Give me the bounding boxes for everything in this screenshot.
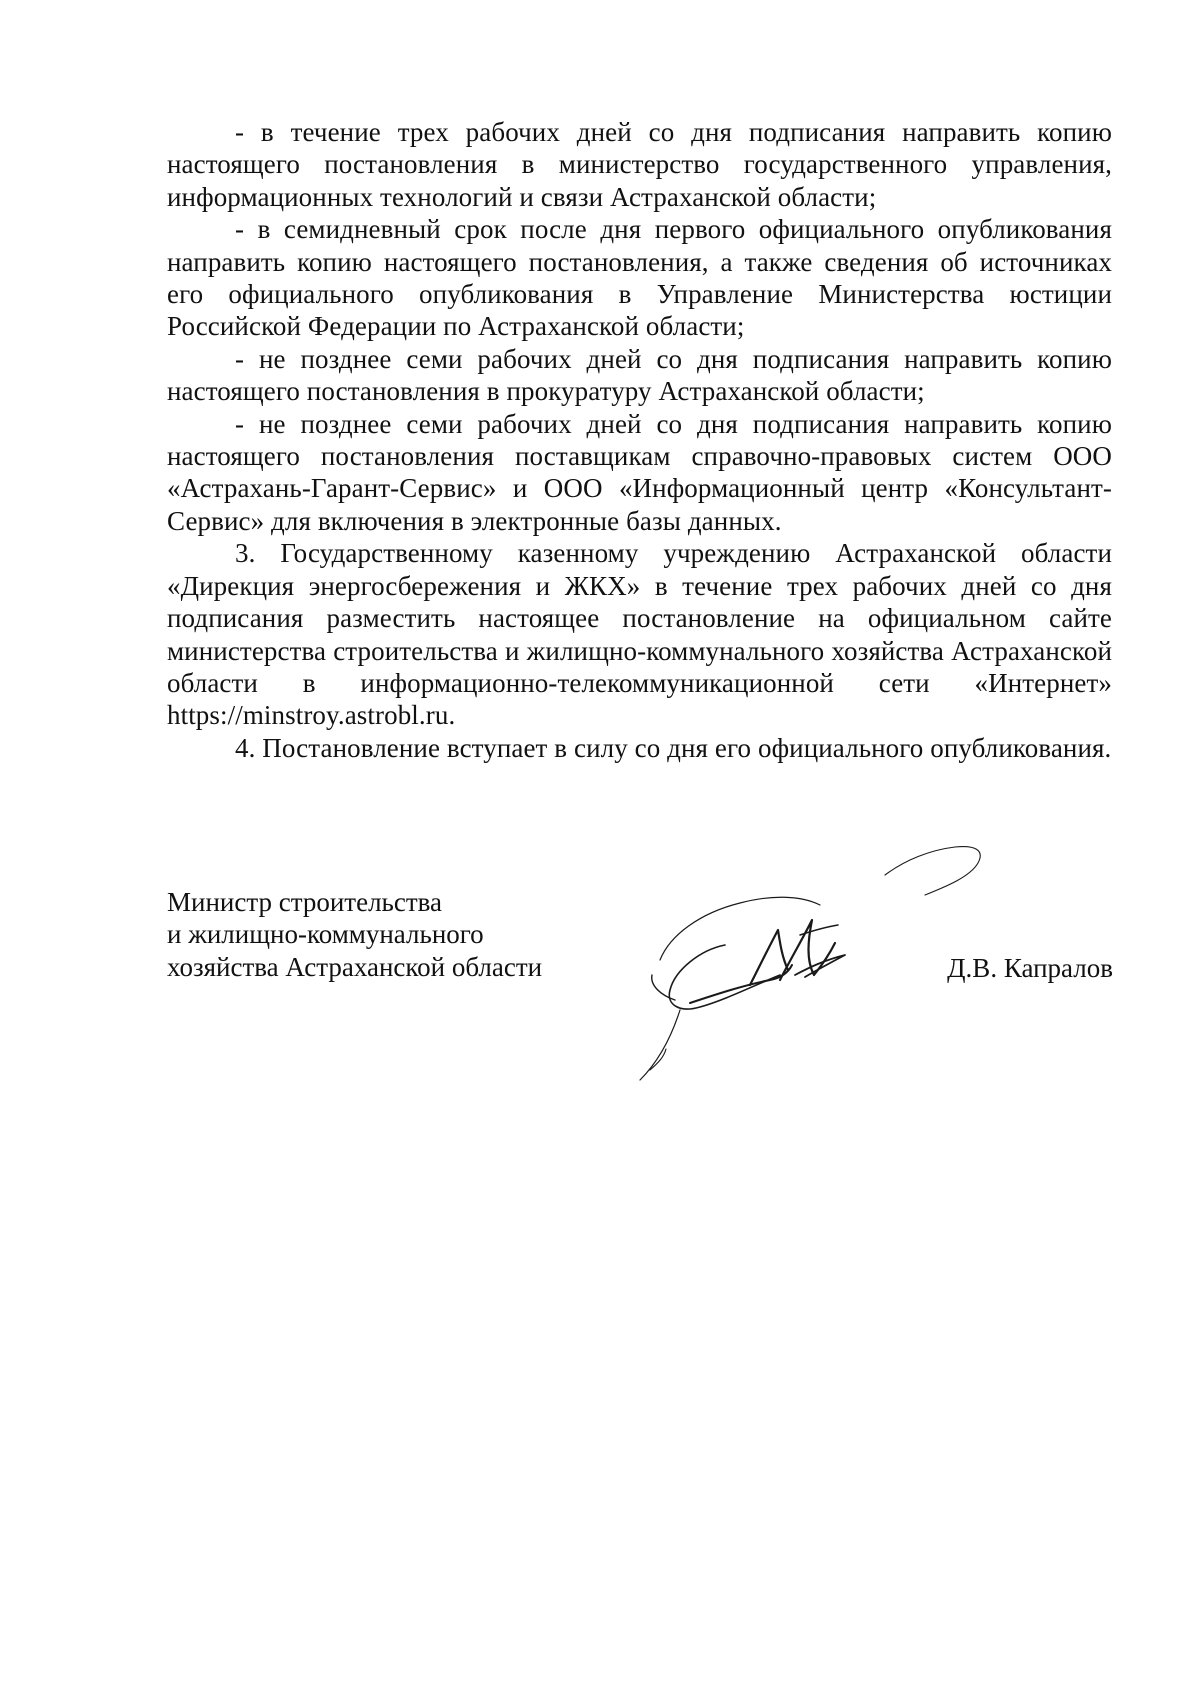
signature-stroke bbox=[650, 1049, 666, 1070]
paragraph-copy-to-ministry: - в течение трех рабочих дней со дня подписания направить копию настоящего постановления в министерство государственного управления, информационных технологий и связи Астраханской области; bbox=[167, 117, 1112, 212]
signatory-title-line: Министр строительства bbox=[167, 887, 443, 917]
signatory-title-line: хозяйства Астраханской области bbox=[167, 951, 543, 982]
signature-stroke bbox=[669, 945, 780, 1009]
signature-stroke bbox=[640, 1010, 680, 1080]
paragraph-item-3-publication: 3. Государственному казенному учреждению Астраханской области «Дирекция энергосбережения и ЖКХ» в течение трех рабочих дней со дня подписания разместить настоящее постановление на официальном сайте министерства строительства и жилищно-коммунального хозяйства Астраханской области в информационно-телекоммуникационной сети «Интернет» https://minstroy.astrobl.ru. bbox=[167, 538, 1112, 731]
signatory-title-line: и жилищно-коммунального bbox=[167, 919, 484, 950]
document-body bbox=[167, 116, 1112, 764]
signature-stroke bbox=[885, 847, 980, 895]
paragraph-copy-to-justice-department: - в семидневный срок после дня первого официального опубликования направить копию настоящего постановления, а также сведения об источниках его официального опубликования в Управление Министерства юстиции Российской Федерации по Астраханской области; bbox=[167, 214, 1112, 342]
paragraph-copy-to-legal-systems: - не позднее семи рабочих дней со дня подписания направить копию настоящего постановления поставщикам справочно-правовых систем ООО «Астрахань-Гарант-Сервис» и ООО «Информационный центр «Консультант-Сервис» для включения в электронные базы данных. bbox=[167, 408, 1112, 536]
paragraph-copy-to-prosecutor: - не позднее семи рабочих дней со дня подписания направить копию настоящего постановления в прокуратуру Астраханской области; bbox=[167, 343, 1112, 407]
signature-stroke bbox=[690, 965, 792, 1003]
signatory-name: Д.В. Капралов bbox=[947, 953, 1113, 983]
signatory-title bbox=[167, 886, 587, 983]
paragraph-item-4-effective-date: 4. Постановление вступает в силу со дня его официального опубликования. bbox=[235, 732, 1112, 763]
